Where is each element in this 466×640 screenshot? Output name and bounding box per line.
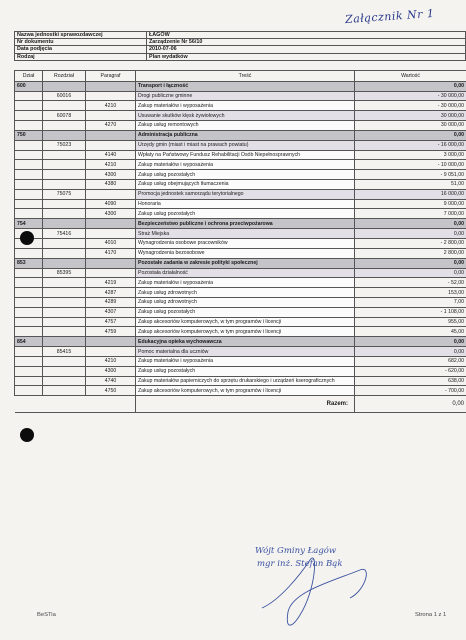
rozdzial-cell: 60078	[43, 111, 86, 121]
wartosc-cell: - 2 800,00	[355, 238, 466, 248]
wartosc-cell: 0,00	[355, 219, 466, 229]
tresc-cell: Administracja publiczna	[136, 130, 355, 140]
paragraf-cell: 4750	[86, 386, 136, 396]
footer-software: BeSTia	[37, 612, 56, 618]
tresc-cell: Wynagrodzenia osobowe pracowników	[136, 238, 355, 248]
wartosc-cell: - 1 108,00	[355, 307, 466, 317]
dzial-cell: 854	[15, 337, 43, 347]
wartosc-cell: 2 800,00	[355, 248, 466, 258]
wartosc-cell: - 9 051,00	[355, 170, 466, 180]
column-header-paragraf: Paragraf	[86, 71, 136, 82]
tresc-cell: Drogi publiczne gminne	[136, 91, 355, 101]
tresc-cell: Zakup materiałów papierniczych do sprzętu drukarskiego i urządzeń kserograficznych	[136, 376, 355, 386]
paragraf-cell: 4740	[86, 376, 136, 386]
rozdzial-cell: 85415	[43, 347, 86, 357]
tresc-cell: Zakup materiałów i wyposażenia	[136, 278, 355, 288]
tresc-cell: Wpłaty na Państwowy Fundusz Rehabilitacji Osób Niepełnosprawnych	[136, 150, 355, 160]
tresc-cell: Urzędy gmin (miast i miast na prawach powiatu)	[136, 140, 355, 150]
meta-value: Zarządzenie Nr 56/10	[147, 39, 466, 46]
tresc-cell: Zakup usług pozostałych	[136, 307, 355, 317]
wartosc-cell: 955,00	[355, 317, 466, 327]
wartosc-cell: - 700,00	[355, 386, 466, 396]
paragraf-cell: 4090	[86, 199, 136, 209]
wartosc-cell: 45,00	[355, 327, 466, 337]
wartosc-cell: 0,00	[355, 81, 466, 91]
paragraf-cell: 4270	[86, 120, 136, 130]
wartosc-cell: - 30 000,00	[355, 91, 466, 101]
wartosc-cell: 0,00	[355, 229, 466, 239]
column-header-wartosc: Wartość	[355, 71, 466, 82]
tresc-cell: Bezpieczeństwo publiczne i ochrona przeciwpożarowa	[136, 219, 355, 229]
wartosc-cell: - 620,00	[355, 366, 466, 376]
tresc-cell: Zakup materiałów i wyposażenia	[136, 160, 355, 170]
wartosc-cell: 51,00	[355, 179, 466, 189]
wartosc-cell: 153,00	[355, 288, 466, 298]
tresc-cell: Zakup materiałów i wyposażenia	[136, 356, 355, 366]
tresc-cell: Usuwanie skutków klęsk żywiołowych	[136, 111, 355, 121]
dzial-cell: 853	[15, 258, 43, 268]
tresc-cell: Zakup usług pozostałych	[136, 170, 355, 180]
paragraf-cell: 4219	[86, 278, 136, 288]
wartosc-cell: 638,00	[355, 376, 466, 386]
column-header-dzial: Dział	[15, 71, 43, 82]
tresc-cell: Zakup usług zdrowotnych	[136, 288, 355, 298]
wartosc-cell: 9 000,00	[355, 199, 466, 209]
tresc-cell: Pozostałe zadania w zakresie polityki społecznej	[136, 258, 355, 268]
paragraf-cell: 4210	[86, 160, 136, 170]
wartosc-cell: 7,00	[355, 297, 466, 307]
paragraf-cell: 4210	[86, 101, 136, 111]
tresc-cell: Zakup materiałów i wyposażenia	[136, 101, 355, 111]
wartosc-cell: 0,00	[355, 337, 466, 347]
tresc-cell: Zakup akcesoriów komputerowych, w tym programów i licencji	[136, 386, 355, 396]
wartosc-cell: - 52,00	[355, 278, 466, 288]
paragraf-cell: 4300	[86, 366, 136, 376]
dzial-cell: 600	[15, 81, 43, 91]
official-stamp	[255, 545, 385, 571]
stamp-line: mgr inż. Stefan Bąk	[257, 559, 343, 569]
paragraf-cell: 4300	[86, 170, 136, 180]
meta-label: Rodzaj	[15, 53, 147, 60]
wartosc-cell: 30 000,00	[355, 111, 466, 121]
rozdzial-cell: 75023	[43, 140, 86, 150]
rozdzial-cell: 85395	[43, 268, 86, 278]
wartosc-cell: 16 000,00	[355, 189, 466, 199]
meta-label: Nr dokumentu	[15, 39, 147, 46]
rozdzial-cell: 60016	[43, 91, 86, 101]
tresc-cell: Zakup usług remontowych	[136, 120, 355, 130]
meta-label: Data podjęcia	[15, 46, 147, 53]
tresc-cell: Promocja jednostek samorządu terytorialnego	[136, 189, 355, 199]
meta-value: 2010-07-06	[147, 46, 466, 53]
dzial-cell: 754	[15, 219, 43, 229]
stamp-line: Wójt Gminy Łagów	[255, 546, 337, 556]
tresc-cell: Zakup usług pozostałych	[136, 209, 355, 219]
meta-label: Nazwa jednostki sprawozdawczej	[15, 32, 147, 39]
column-header-tresc: Treść	[136, 71, 355, 82]
wartosc-cell: - 10 000,00	[355, 160, 466, 170]
column-header-rozdzial: Rozdział	[43, 71, 86, 82]
tresc-cell: Zakup usług obejmujących tłumaczenia	[136, 179, 355, 189]
wartosc-cell: 682,00	[355, 356, 466, 366]
wartosc-cell: 7 000,00	[355, 209, 466, 219]
tresc-cell: Honoraria	[136, 199, 355, 209]
paragraf-cell: 4307	[86, 307, 136, 317]
tresc-cell: Zakup usług zdrowotnych	[136, 297, 355, 307]
paragraf-cell: 4380	[86, 179, 136, 189]
tresc-cell: Edukacyjna opieka wychowawcza	[136, 337, 355, 347]
tresc-cell: Straż Miejska	[136, 229, 355, 239]
paragraf-cell: 4210	[86, 356, 136, 366]
tresc-cell: Zakup akcesoriów komputerowych, w tym programów i licencji	[136, 317, 355, 327]
tresc-cell: Pozostała działalność	[136, 268, 355, 278]
rozdzial-cell: 75075	[43, 189, 86, 199]
paragraf-cell: 4140	[86, 150, 136, 160]
dzial-cell: 750	[15, 130, 43, 140]
meta-value: ŁAGÓW	[147, 32, 466, 39]
wartosc-cell: 0,00	[355, 258, 466, 268]
tresc-cell: Wynagrodzenia bezosobowe	[136, 248, 355, 258]
total-value: 0,00	[355, 396, 466, 413]
rozdzial-cell: 75416	[43, 229, 86, 239]
wartosc-cell: 0,00	[355, 130, 466, 140]
wartosc-cell: - 16 000,00	[355, 140, 466, 150]
wartosc-cell: 0,00	[355, 347, 466, 357]
tresc-cell: Transport i łączność	[136, 81, 355, 91]
paragraf-cell: 4170	[86, 248, 136, 258]
footer-page-number: Strona 1 z 1	[415, 612, 447, 618]
total-label: Razem:	[136, 396, 355, 413]
paragraf-cell: 4757	[86, 317, 136, 327]
paragraf-cell: 4300	[86, 209, 136, 219]
paragraf-cell: 4010	[86, 238, 136, 248]
wartosc-cell: 3 000,00	[355, 150, 466, 160]
paragraf-cell: 4287	[86, 288, 136, 298]
wartosc-cell: 0,00	[355, 268, 466, 278]
tresc-cell: Zakup akcesoriów komputerowych, w tym programów i licencji	[136, 327, 355, 337]
tresc-cell: Zakup usług pozostałych	[136, 366, 355, 376]
wartosc-cell: 30 000,00	[355, 120, 466, 130]
meta-value: Plan wydatków	[147, 53, 466, 60]
paragraf-cell: 4289	[86, 297, 136, 307]
tresc-cell: Pomoc materialna dla uczniów	[136, 347, 355, 357]
wartosc-cell: - 30 000,00	[355, 101, 466, 111]
handwritten-annotation: Załącznik Nr 1	[344, 6, 435, 27]
paragraf-cell: 4759	[86, 327, 136, 337]
